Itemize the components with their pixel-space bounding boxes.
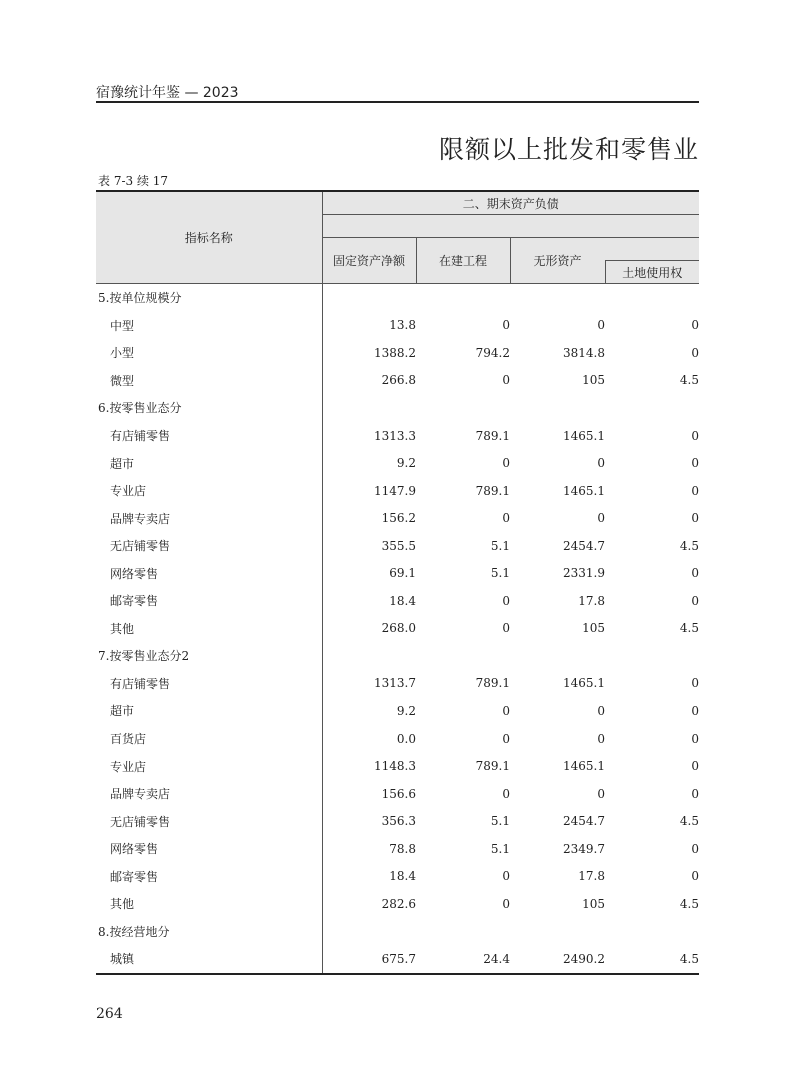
value-cell — [510, 918, 605, 946]
value-cell — [510, 394, 605, 422]
row-label: 其他 — [96, 890, 322, 918]
value-cell: 9.2 — [396, 456, 416, 471]
value-cell: 0 — [691, 676, 700, 691]
statistics-table-container — [96, 190, 699, 975]
row-label: 有店铺零售 — [96, 422, 322, 450]
row-label: 专业店 — [96, 477, 322, 505]
value-cell: 0 — [691, 318, 700, 333]
table-row — [96, 587, 699, 615]
value-cell: 0 — [691, 841, 700, 856]
table-row — [96, 945, 699, 974]
row-label: 品牌专卖店 — [96, 780, 322, 808]
row-label: 有店铺零售 — [96, 670, 322, 698]
row-label: 无店铺零售 — [96, 807, 322, 835]
row-label: 6.按零售业态分 — [96, 394, 322, 422]
table-row — [96, 780, 699, 808]
value-cell: 0 — [502, 731, 510, 746]
value-cell — [322, 918, 416, 946]
value-cell: 1313.3 — [374, 428, 416, 443]
value-cell: 105 — [582, 896, 605, 911]
value-cell: 0 — [502, 869, 510, 884]
value-cell — [416, 918, 510, 946]
value-cell: 3814.8 — [563, 345, 605, 360]
value-cell: 0 — [502, 621, 510, 636]
value-cell: 789.1 — [475, 483, 510, 498]
value-cell: 1148.3 — [374, 759, 416, 774]
table-row — [96, 752, 699, 780]
value-cell — [605, 394, 699, 422]
row-label: 网络零售 — [96, 835, 322, 863]
value-cell: 0 — [691, 456, 700, 471]
value-cell: 78.8 — [389, 841, 416, 856]
value-cell: 789.1 — [475, 428, 510, 443]
value-cell: 0 — [597, 456, 605, 471]
value-cell: 1388.2 — [374, 345, 416, 360]
value-cell: 0 — [502, 896, 510, 911]
value-cell — [510, 642, 605, 670]
value-cell: 0 — [691, 786, 700, 801]
column-header-land-use: 土地使用权 — [605, 261, 699, 284]
table-row — [96, 532, 699, 560]
table-row — [96, 670, 699, 698]
value-cell: 1465.1 — [563, 428, 605, 443]
table-row — [96, 504, 699, 532]
header-rule — [96, 101, 699, 103]
table-body — [96, 284, 699, 974]
row-label: 超市 — [96, 449, 322, 477]
value-cell: 2490.2 — [510, 945, 605, 974]
table-row — [96, 862, 699, 890]
row-label: 7.按零售业态分2 — [96, 642, 322, 670]
value-cell — [322, 394, 416, 422]
table-row — [96, 697, 699, 725]
blank-header-cell — [322, 215, 699, 238]
category-row — [96, 918, 699, 946]
value-cell — [605, 284, 699, 312]
value-cell: 156.2 — [381, 511, 416, 526]
table-row — [96, 449, 699, 477]
value-cell: 24.4 — [416, 945, 510, 974]
table-row — [96, 890, 699, 918]
value-cell: 4.5 — [679, 538, 700, 553]
value-cell: 282.6 — [381, 896, 416, 911]
value-cell: 0.0 — [396, 731, 416, 746]
value-cell: 69.1 — [389, 566, 416, 581]
row-label: 无店铺零售 — [96, 532, 322, 560]
row-header-cell: 指标名称 — [96, 191, 322, 284]
row-label: 小型 — [96, 339, 322, 367]
land-header-spacer — [605, 238, 699, 261]
table-row — [96, 559, 699, 587]
category-row — [96, 284, 699, 312]
page-number: 264 — [96, 1006, 123, 1022]
value-cell: 1465.1 — [563, 759, 605, 774]
value-cell: 0 — [597, 786, 605, 801]
value-cell: 0 — [691, 731, 700, 746]
category-row — [96, 642, 699, 670]
value-cell: 18.4 — [389, 593, 416, 608]
table-label: 表 7-3 续 17 — [98, 174, 169, 188]
row-label: 专业店 — [96, 752, 322, 780]
table-row — [96, 422, 699, 450]
column-header-fixed-assets: 固定资产净额 — [322, 238, 416, 284]
value-cell: 0 — [691, 703, 700, 718]
value-cell: 0 — [502, 593, 510, 608]
running-head: 宿豫统计年鉴 — 2023 — [96, 85, 239, 101]
table-row — [96, 312, 699, 340]
value-cell: 0 — [597, 511, 605, 526]
row-label: 其他 — [96, 615, 322, 643]
value-cell: 156.6 — [381, 786, 416, 801]
value-cell: 0 — [691, 869, 700, 884]
value-cell: 5.1 — [490, 538, 510, 553]
value-cell: 2331.9 — [563, 566, 605, 581]
value-cell: 2349.7 — [563, 841, 605, 856]
table-row — [96, 367, 699, 395]
column-header-intangible: 无形资产 — [510, 238, 605, 284]
table-row — [96, 339, 699, 367]
value-cell: 0 — [502, 511, 510, 526]
value-cell: 0 — [691, 566, 700, 581]
value-cell: 0 — [691, 345, 700, 360]
row-label: 微型 — [96, 367, 322, 395]
value-cell: 0 — [502, 318, 510, 333]
row-label: 品牌专卖店 — [96, 504, 322, 532]
value-cell — [416, 642, 510, 670]
value-cell: 0 — [691, 428, 700, 443]
row-label: 邮寄零售 — [96, 587, 322, 615]
row-label: 邮寄零售 — [96, 862, 322, 890]
value-cell: 266.8 — [381, 373, 416, 388]
value-cell: 5.1 — [490, 841, 510, 856]
table-row — [96, 725, 699, 753]
value-cell: 1465.1 — [563, 676, 605, 691]
value-cell — [416, 284, 510, 312]
table-row — [96, 835, 699, 863]
row-label: 超市 — [96, 697, 322, 725]
value-cell — [416, 394, 510, 422]
value-cell: 0 — [597, 703, 605, 718]
value-cell: 0 — [502, 703, 510, 718]
value-cell: 0 — [691, 593, 700, 608]
row-label: 城镇 — [96, 945, 322, 974]
value-cell: 0 — [597, 731, 605, 746]
row-label: 8.按经营地分 — [96, 918, 322, 946]
table-row — [96, 807, 699, 835]
group-header-cell: 二、期末资产负债 — [322, 191, 699, 215]
value-cell: 0 — [691, 511, 700, 526]
value-cell: 4.5 — [679, 621, 700, 636]
value-cell: 17.8 — [578, 593, 605, 608]
value-cell: 2454.7 — [563, 814, 605, 829]
value-cell: 0 — [502, 786, 510, 801]
category-row — [96, 394, 699, 422]
table-row — [96, 615, 699, 643]
value-cell: 4.5 — [605, 945, 699, 974]
value-cell — [510, 284, 605, 312]
row-label: 网络零售 — [96, 559, 322, 587]
value-cell: 0 — [502, 373, 510, 388]
value-cell: 1313.7 — [374, 676, 416, 691]
value-cell: 0 — [691, 759, 700, 774]
value-cell: 4.5 — [679, 373, 700, 388]
value-cell: 794.2 — [475, 345, 510, 360]
statistics-table — [96, 190, 699, 975]
page-title: 限额以上批发和零售业 — [438, 135, 699, 164]
value-cell: 0 — [597, 318, 605, 333]
value-cell: 17.8 — [578, 869, 605, 884]
value-cell: 355.5 — [381, 538, 416, 553]
value-cell: 9.2 — [396, 703, 416, 718]
row-label: 5.按单位规模分 — [96, 284, 322, 312]
value-cell — [605, 918, 699, 946]
value-cell: 356.3 — [381, 814, 416, 829]
value-cell: 1465.1 — [563, 483, 605, 498]
value-cell: 5.1 — [490, 814, 510, 829]
value-cell: 789.1 — [475, 676, 510, 691]
value-cell: 4.5 — [679, 814, 700, 829]
value-cell — [605, 642, 699, 670]
value-cell: 675.7 — [322, 945, 416, 974]
value-cell: 18.4 — [389, 869, 416, 884]
value-cell — [322, 284, 416, 312]
row-label: 中型 — [96, 312, 322, 340]
value-cell — [322, 642, 416, 670]
value-cell: 789.1 — [475, 759, 510, 774]
value-cell: 105 — [582, 621, 605, 636]
value-cell: 2454.7 — [563, 538, 605, 553]
table-row — [96, 477, 699, 505]
value-cell: 13.8 — [389, 318, 416, 333]
value-cell: 4.5 — [679, 896, 700, 911]
row-label: 百货店 — [96, 725, 322, 753]
value-cell: 0 — [691, 483, 700, 498]
column-header-construction: 在建工程 — [416, 238, 510, 284]
value-cell: 0 — [502, 456, 510, 471]
value-cell: 1147.9 — [374, 483, 416, 498]
value-cell: 5.1 — [490, 566, 510, 581]
value-cell: 105 — [582, 373, 605, 388]
value-cell: 268.0 — [381, 621, 416, 636]
